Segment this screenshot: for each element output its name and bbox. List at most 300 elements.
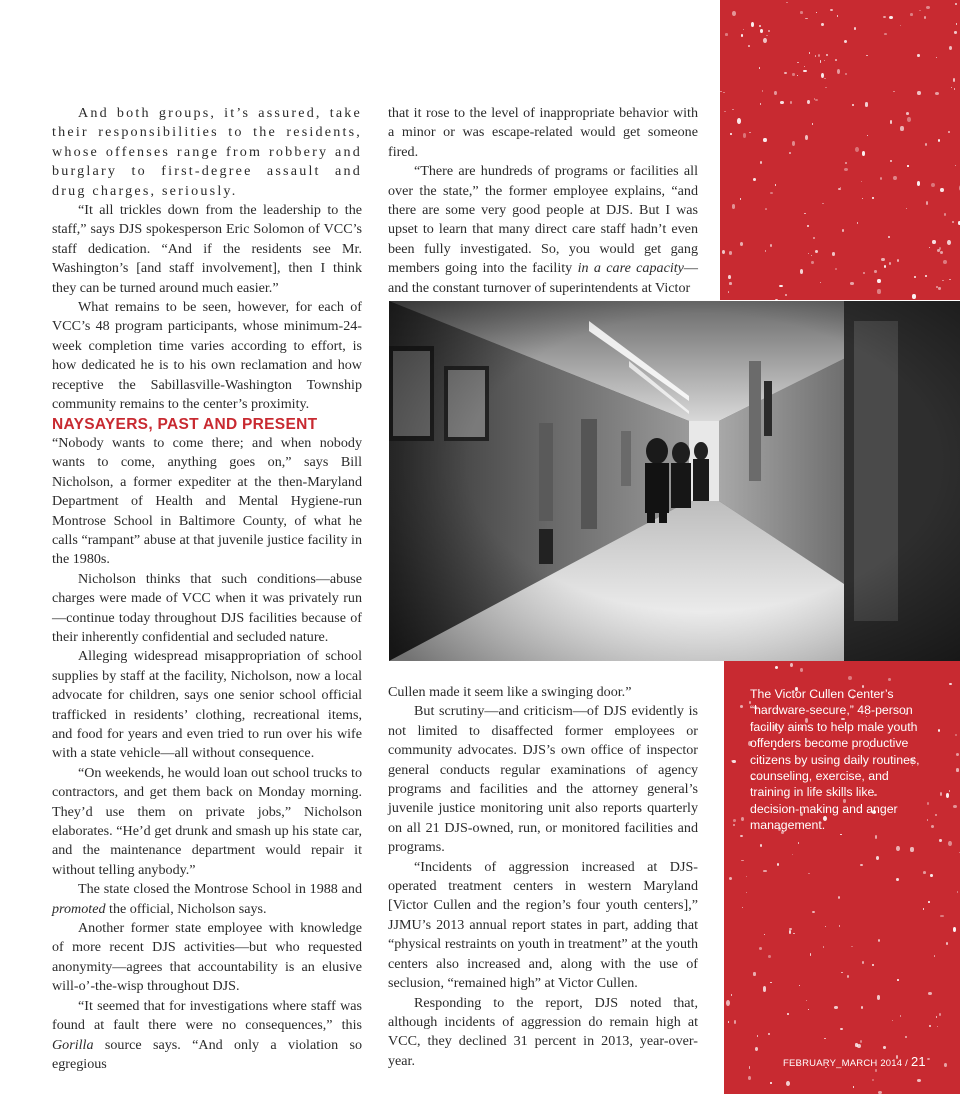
article-column-left [52,104,362,1074]
speck-texture [808,253,809,254]
speck-texture [775,666,778,669]
text-run: the official, Nicholson says. [109,900,267,917]
speck-texture [800,11,802,14]
speck-texture [943,260,947,264]
speck-texture [787,1013,789,1014]
speck-texture [883,16,886,18]
article-paragraph: Another former state employee with knowledge of more recent DJS activities—but who requested anonymity—agrees that accountability is an elusive will-o’-the-wisp throughout DJS. [52,920,362,995]
speck-texture [934,955,935,957]
speck-texture [900,1015,902,1017]
speck-texture [766,35,768,37]
speck-texture [906,112,910,115]
speck-texture [926,201,929,204]
speck-texture [852,104,854,107]
speck-texture [848,676,852,680]
speck-texture [823,946,824,948]
speck-texture [793,933,795,934]
speck-texture [800,668,803,672]
speck-texture [775,299,777,300]
speck-texture [889,16,893,19]
speck-texture [928,901,930,903]
speck-texture [804,66,805,67]
speck-texture [816,12,817,13]
article-column-right-top [388,104,698,298]
speck-texture [896,878,899,882]
speck-texture [753,178,756,181]
speck-texture [814,98,815,99]
article-paragraph [388,162,698,298]
speck-texture [760,844,762,846]
speck-texture [924,16,926,18]
speck-texture [932,240,935,244]
speck-texture [917,91,920,95]
speck-texture [809,52,810,53]
hallway-photo-illustration [389,301,960,661]
speck-texture [949,46,952,50]
speck-texture [893,176,897,180]
speck-texture [732,760,736,764]
speck-texture [746,876,747,877]
speck-texture [956,753,959,756]
speck-texture [910,847,913,851]
speck-texture [813,237,815,239]
speck-texture [938,287,941,290]
speck-texture [929,247,930,248]
speck-texture [883,1046,886,1049]
speck-texture [768,1033,770,1035]
speck-texture [928,992,932,995]
speck-texture [751,22,754,27]
speck-texture [765,208,767,210]
speck-texture [917,181,921,186]
article-column-right-bottom [388,683,698,1071]
speck-texture [881,258,885,261]
speck-texture [955,165,956,166]
speck-texture [872,197,875,199]
speck-texture [861,181,862,182]
speck-texture [780,101,784,104]
speck-texture [914,276,916,278]
speck-texture [748,45,749,47]
speck-texture [851,946,853,947]
speck-texture [811,261,814,264]
speck-texture [926,6,930,9]
speck-texture [770,1082,772,1084]
emphasis-text: Gorilla [52,1036,94,1053]
speck-texture [818,54,820,57]
speck-texture [948,131,950,132]
speck-texture [824,78,826,80]
speck-texture [815,55,816,57]
speck-texture [896,846,899,851]
speck-texture [763,38,767,43]
speck-texture [947,240,951,245]
speck-texture [820,60,822,62]
speck-texture [900,25,901,26]
speck-texture [821,73,824,78]
speck-texture [805,135,808,140]
speck-texture [910,13,913,16]
article-paragraph: that it rose to the level of inappropriate behavior with a minor or was escape-related would get someone fired. [388,105,698,160]
page-folio [783,1054,926,1069]
speck-texture [944,213,946,215]
speck-texture [777,863,779,865]
speck-texture [942,280,943,281]
speck-texture [867,135,868,137]
speck-texture [760,103,762,105]
speck-texture [935,814,938,816]
folio-issue: FEBRUARY_MARCH 2014 [783,1058,903,1069]
text-run: —and the constant turnover of superintendents at Victor [388,260,699,296]
speck-texture [741,34,743,36]
speck-texture [838,188,840,190]
speck-texture [938,729,941,732]
speck-texture [770,244,772,247]
speck-texture [838,896,840,899]
article-paragraph: And both groups, it’s assured, take their responsibilities to the residents, whose offenses range from robbery and burglary to first-degree assault and drug charges, seriously. [52,105,362,199]
speck-texture [949,279,951,281]
speck-texture [876,856,879,860]
speck-texture [837,15,839,17]
speck-texture [955,3,957,5]
speck-texture [872,964,874,965]
speck-texture [854,27,856,30]
speck-texture [905,1036,906,1037]
speck-texture [832,252,835,255]
article-paragraph: What remains to be seen, however, for each of VCC’s 48 program participants, whose minimum-24-week completion time varies according to effort, is how dedicated he is to his own reclamation and how receptive the Sabillasville-Washington Township community remains to the center’s proximity. [52,299,362,413]
speck-texture [740,242,743,246]
speck-texture [775,184,776,185]
speck-texture [741,817,744,821]
speck-texture [841,972,843,974]
folio-separator: / [905,1058,908,1069]
speck-texture [749,1066,751,1068]
speck-texture [729,251,732,254]
speck-texture [840,834,841,836]
speck-texture [799,985,800,986]
speck-texture [875,835,877,839]
speck-texture [857,222,858,224]
speck-texture [927,1058,930,1061]
article-paragraph: But scrutiny—and criticism—of DJS evidently is not limited to disaffected former employees or community advocates. DJS’s own office of inspector general conducts regular examinations of agency programs and facilities and the attorney general’s juvenile justice monitoring unit also reports quarterly on all 21 DJS-owned, run, or monitored facilities and programs. [388,703,698,856]
speck-texture [743,133,746,138]
speck-texture [912,294,916,298]
speck-texture [820,282,821,283]
speck-texture [860,1040,862,1043]
speck-texture [792,854,793,855]
speck-texture [917,1079,921,1082]
speck-texture [925,275,927,277]
speck-texture [779,285,783,288]
speck-texture [862,151,865,155]
speck-texture [810,953,811,955]
speck-texture [937,249,940,252]
speck-texture [939,839,942,842]
speck-texture [811,255,812,256]
speck-texture [835,268,837,271]
speck-texture [939,1013,942,1016]
speck-texture [847,975,849,978]
speck-texture [953,927,956,931]
speck-texture [786,1081,790,1086]
speck-texture [808,1009,809,1010]
speck-texture [842,229,844,231]
speck-texture [946,942,948,945]
article-paragraph: “On weekends, he would loan out school trucks to contractors, and get them back on Monday morning. They’d use them on private jobs,” Nicholson elaborates. “He’d get drunk and smash up his state car, and the maintenance department would repair it without telling anybody.” [52,764,362,878]
speck-texture [722,250,725,254]
article-paragraph: Cullen made it seem like a swinging door.” [388,684,632,700]
article-paragraph: “Incidents of aggression increased at DJS-operated treatment centers in western Maryland [Victor Cullen and the region’s four youth centers],” JJMU’s 2013 annual report states in part, adding that “physical restraints on youth in treatment” at the youth centers also increased and, along with the use of seclusion, “remained high” at Victor Cullen. [388,858,698,992]
speck-texture [919,10,921,11]
speck-texture [844,40,847,43]
speck-texture [784,72,787,74]
speck-texture [740,198,742,200]
speck-texture [728,275,731,279]
speck-texture [927,819,929,820]
speck-texture [834,1006,838,1009]
speck-texture [743,29,745,30]
speck-texture [917,54,920,58]
speck-texture [951,87,952,88]
speck-texture [726,1000,730,1006]
speck-texture [806,1000,807,1001]
speck-texture [812,123,814,125]
speck-texture [792,73,794,76]
speck-texture [940,188,944,192]
speck-texture [892,1020,893,1021]
speck-texture [884,33,887,35]
speck-texture [837,69,840,74]
speck-texture [862,961,864,963]
speck-texture [888,236,890,238]
speck-texture [861,1006,864,1009]
speck-texture [900,126,903,131]
speck-texture [815,99,818,101]
speck-texture [822,203,824,205]
speck-texture [949,683,951,685]
speck-texture [768,30,770,32]
speck-texture [835,59,836,61]
article-paragraph: “Nobody wants to come there; and when nobody wants to come, anything goes on,” says Bill Nicholson, a former expediter at the then-Maryland Department of Health and Mental Hygiene-run Montrose School in Baltimore County, of what he calls “rampant” abuse at that juvenile justice facility in the 1980s. [52,434,362,568]
speck-texture [931,183,935,187]
speck-texture [927,802,929,804]
speck-texture [786,2,788,3]
speck-texture [839,925,841,927]
speck-texture [893,91,895,92]
speck-texture [957,891,958,893]
speck-texture [937,1026,938,1027]
speck-texture [878,939,881,943]
speck-texture [785,294,787,297]
speck-texture [731,994,732,995]
section-heading: NAYSAYERS, PAST AND PRESENT [52,415,318,433]
speck-texture [740,705,743,708]
speck-texture [884,265,886,268]
speck-texture [733,819,736,822]
speck-texture [940,792,943,796]
speck-texture [760,29,763,33]
speck-texture [855,1043,857,1046]
speck-texture [729,282,732,285]
speck-texture [768,955,771,958]
article-paragraph [52,997,362,1075]
speck-texture [746,892,748,893]
speck-texture [759,25,761,26]
speck-texture [763,138,766,142]
emphasis-text: in a care capacity [577,260,684,277]
speck-texture [789,152,792,154]
speck-texture [888,678,891,681]
speck-texture [866,55,868,56]
speck-texture [826,54,828,56]
speck-texture [730,133,732,135]
speck-texture [855,147,859,152]
speck-texture [825,87,826,88]
article-paragraph: Responding to the report, DJS noted that, although incidents of aggression do remain high at VCC, they declined 31 percent in 2013, year-over-year. [388,994,698,1069]
speck-texture [797,75,798,76]
speck-texture [737,118,741,124]
speck-texture [955,734,957,736]
speck-texture [770,192,773,194]
speck-texture [877,279,880,283]
speck-texture [906,208,907,209]
speck-texture [874,270,877,273]
speck-texture [800,269,804,274]
speck-texture [764,934,766,936]
speck-texture [948,841,952,846]
speck-texture [930,874,933,877]
speck-texture [940,251,943,254]
speck-texture [929,1025,931,1027]
speck-texture [890,160,892,162]
speck-texture [725,33,728,35]
speck-texture [953,78,956,82]
speck-texture [840,1028,843,1030]
speck-texture [741,860,744,862]
speck-texture [760,161,762,164]
speck-texture [923,908,924,909]
speck-texture [757,1035,758,1037]
speck-texture [890,120,892,123]
emphasis-text: promoted [52,900,106,917]
speck-texture [755,1047,758,1051]
speck-texture [815,250,818,253]
speck-texture [740,835,743,837]
speck-texture [765,250,766,252]
speck-texture [897,979,899,980]
speck-texture [897,259,899,262]
speck-texture [770,982,771,984]
speck-texture [949,790,950,792]
speck-texture [748,1076,751,1080]
speck-texture [938,139,940,142]
speck-texture [853,1086,854,1088]
speck-texture [759,947,762,950]
speck-texture [862,198,863,199]
article-paragraph [52,880,362,919]
speck-texture [956,23,958,24]
speck-texture [954,88,955,90]
speck-texture [931,825,934,828]
speck-texture [720,91,722,92]
speck-texture [733,824,735,826]
speck-texture [808,873,809,874]
speck-texture [729,877,733,881]
speck-texture [925,143,927,145]
text-run: “There are hundreds of programs or facilities all over the state,” the former employee explains, “and there are some very good people at DJS. But I was upset to learn that many direct care staff hadn’t even been fully investigated. So, you would get gang members going into the facility [388,163,698,277]
speck-texture [732,204,735,208]
speck-texture [774,91,777,95]
speck-texture [956,768,959,771]
article-paragraph: Nicholson thinks that such conditions—abuse charges were made of VCC when it was privately run—continue today throughout DJS facilities because of their inherently confidential and secluded nature. [52,570,362,645]
speck-texture [877,289,880,293]
speck-texture [935,92,939,95]
speck-texture [732,11,736,16]
speck-texture [763,870,766,872]
speck-texture [734,1020,737,1024]
text-run: The state closed the Montrose School in 1988 and [78,881,362,898]
speck-texture [732,109,733,110]
speck-texture [860,864,863,866]
speck-texture [728,1021,730,1023]
photo-caption: The Victor Cullen Center’s “hardware-secure,” 48-person facility aims to help male youth offenders become productive citizens by using daily routines, counseling, exercise, and training in life skills like decision-making and anger management. [750,687,920,833]
speck-texture [812,911,814,913]
speck-texture [850,282,853,285]
speck-texture [875,1069,877,1071]
speck-texture [759,67,760,69]
speck-texture [790,663,793,667]
speck-texture [797,62,799,63]
speck-texture [824,1038,826,1040]
speck-texture [792,141,795,145]
speck-texture [805,18,808,20]
text-run: “It seemed that for investigations where staff was found at fault there were no consequences,” this [52,997,362,1034]
speck-texture [728,291,729,293]
speck-texture [940,915,944,917]
speck-texture [907,117,911,122]
speck-texture [936,286,938,289]
speck-texture [790,101,792,103]
speck-texture [865,102,869,106]
speck-texture [844,168,848,171]
speck-texture [803,70,806,72]
speck-texture [749,132,751,134]
speck-texture [789,930,792,933]
speck-texture [742,907,743,908]
speck-texture [952,221,954,223]
speck-texture [880,177,882,180]
speck-texture [763,986,767,992]
speck-texture [953,805,957,808]
speck-texture [872,1079,874,1081]
speck-texture [824,60,825,61]
speck-texture [807,100,810,104]
speck-texture [753,972,755,975]
speck-texture [821,23,824,27]
speck-texture [946,793,950,798]
speck-texture [954,31,958,34]
speck-texture [936,1016,938,1018]
speck-texture [798,842,799,844]
speck-texture [923,871,927,874]
article-paragraph: Alleging widespread misappropriation of school supplies by staff at the facility, Nicholson, now a local advocate for children, says one senior school official trafficked in residents’ clothing, recreational items, and food for years and even tried to run over his wife with a state vehicle—all without consequence. [52,648,362,762]
speck-texture [845,73,847,76]
speck-texture [762,90,763,92]
hallway-photo [389,301,960,661]
article-paragraph: “It all trickles down from the leadership to the staff,” says DJS spokesperson Eric Solomon of VCC’s staff dedication. “And if the residents see Mr. Washington’s [and staff involvement], then I think they can be turned around much easier.” [52,202,362,296]
text-run: source says. “And only a violation so egregious [52,1036,362,1072]
speck-texture [807,225,808,226]
